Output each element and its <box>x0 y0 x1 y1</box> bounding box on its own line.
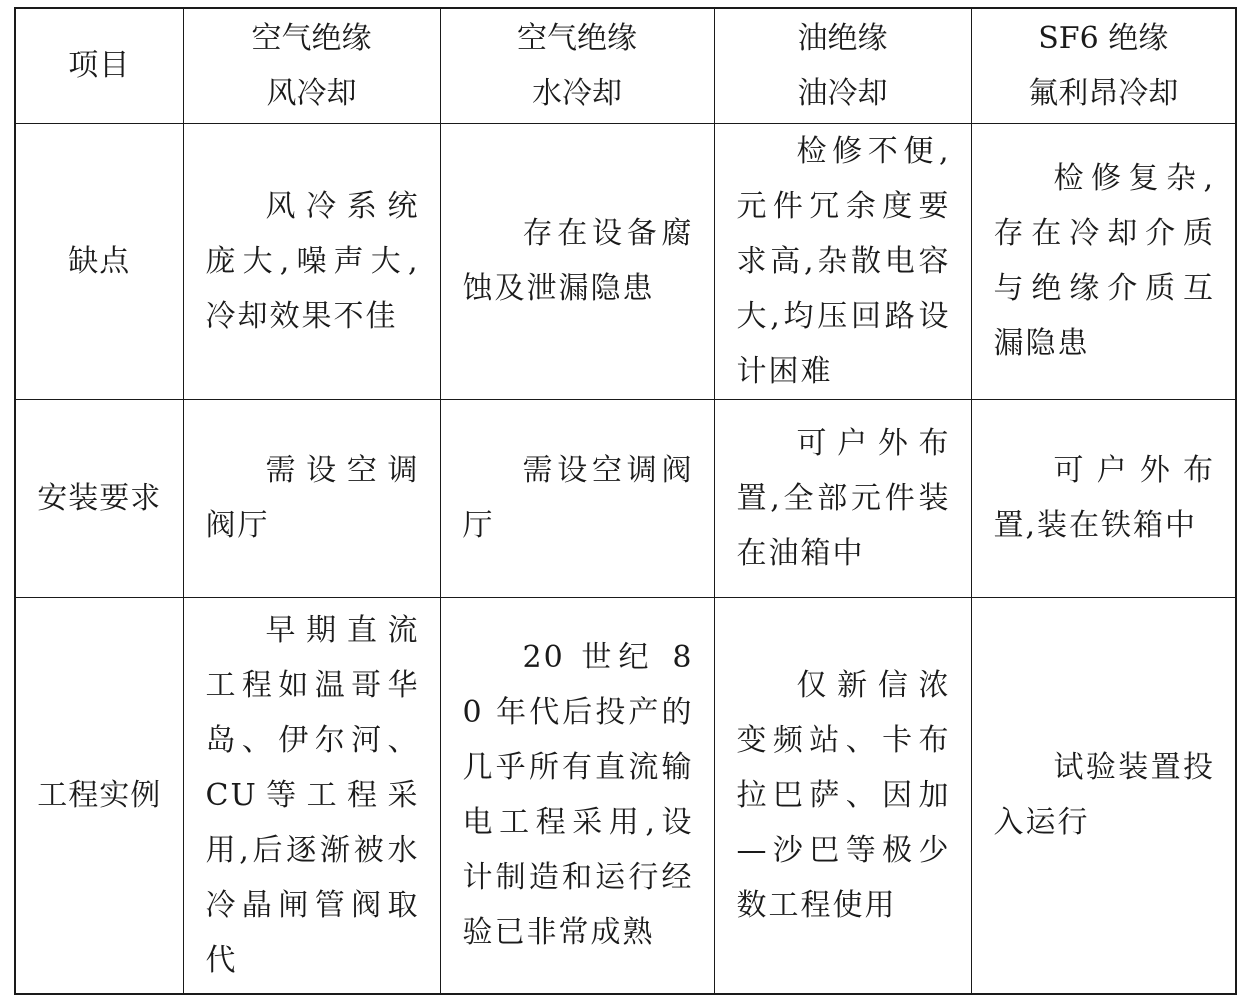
header-col2-line2: 水冷却 <box>532 75 622 111</box>
cell-disadvantages-oil-cooling: 检修不便,元件冗余度要求高,杂散电容大,均压回路设计困难 <box>714 123 971 399</box>
header-col4-line2: 氟利昂冷却 <box>1028 75 1179 111</box>
cell-projects-water-cooling: 20 世纪 80 年代后投产的几乎所有直流输电工程采用,设计制造和运行经验已非常成熟 <box>440 597 714 994</box>
header-col1-line1: 空气绝缘 <box>251 20 372 56</box>
cell-projects-air-cooling: 早期直流工程如温哥华岛、伊尔河、CU等工程采用,后逐渐被水冷晶闸管阀取代 <box>183 597 440 994</box>
table-row-projects <box>15 597 1236 994</box>
header-oil-insulation-oil-cooling <box>714 8 971 123</box>
table-row-installation <box>15 399 1236 597</box>
header-row <box>15 8 1236 123</box>
comparison-table <box>14 7 1237 995</box>
cell-disadvantages-air-cooling: 风冷系统庞大,噪声大,冷却效果不佳 <box>183 123 440 399</box>
row-label-installation: 安装要求 <box>15 399 183 597</box>
cell-installation-oil-cooling: 可户外布置,全部元件装在油箱中 <box>714 399 971 597</box>
cell-installation-freon-cooling: 可户外布置,装在铁箱中 <box>971 399 1236 597</box>
comparison-table-container <box>14 7 1235 982</box>
table-row-disadvantages <box>15 123 1236 399</box>
header-col1-line2: 风冷却 <box>266 75 357 111</box>
cell-disadvantages-water-cooling: 存在设备腐蚀及泄漏隐患 <box>440 123 714 399</box>
cell-projects-freon-cooling: 试验装置投入运行 <box>971 597 1236 994</box>
cell-projects-oil-cooling: 仅新信浓变频站、卡布拉巴萨、因加—沙巴等极少数工程使用 <box>714 597 971 994</box>
header-col3-line2: 油冷却 <box>797 75 888 111</box>
cell-disadvantages-freon-cooling: 检修复杂,存在冷却介质与绝缘介质互漏隐患 <box>971 123 1236 399</box>
header-col3-line1: 油绝缘 <box>797 20 888 56</box>
header-sf6-insulation-freon-cooling <box>971 8 1236 123</box>
header-air-insulation-air-cooling <box>183 8 440 123</box>
header-col2-line1: 空气绝缘 <box>517 20 637 56</box>
cell-installation-air-cooling: 需设空调阀厅 <box>183 399 440 597</box>
header-air-insulation-water-cooling <box>440 8 714 123</box>
row-label-disadvantages: 缺点 <box>15 123 183 399</box>
header-item: 项目 <box>15 8 183 123</box>
row-label-projects: 工程实例 <box>15 597 183 994</box>
header-col4-line1: SF6 绝缘 <box>1038 20 1169 56</box>
cell-installation-water-cooling: 需设空调阀厅 <box>440 399 714 597</box>
